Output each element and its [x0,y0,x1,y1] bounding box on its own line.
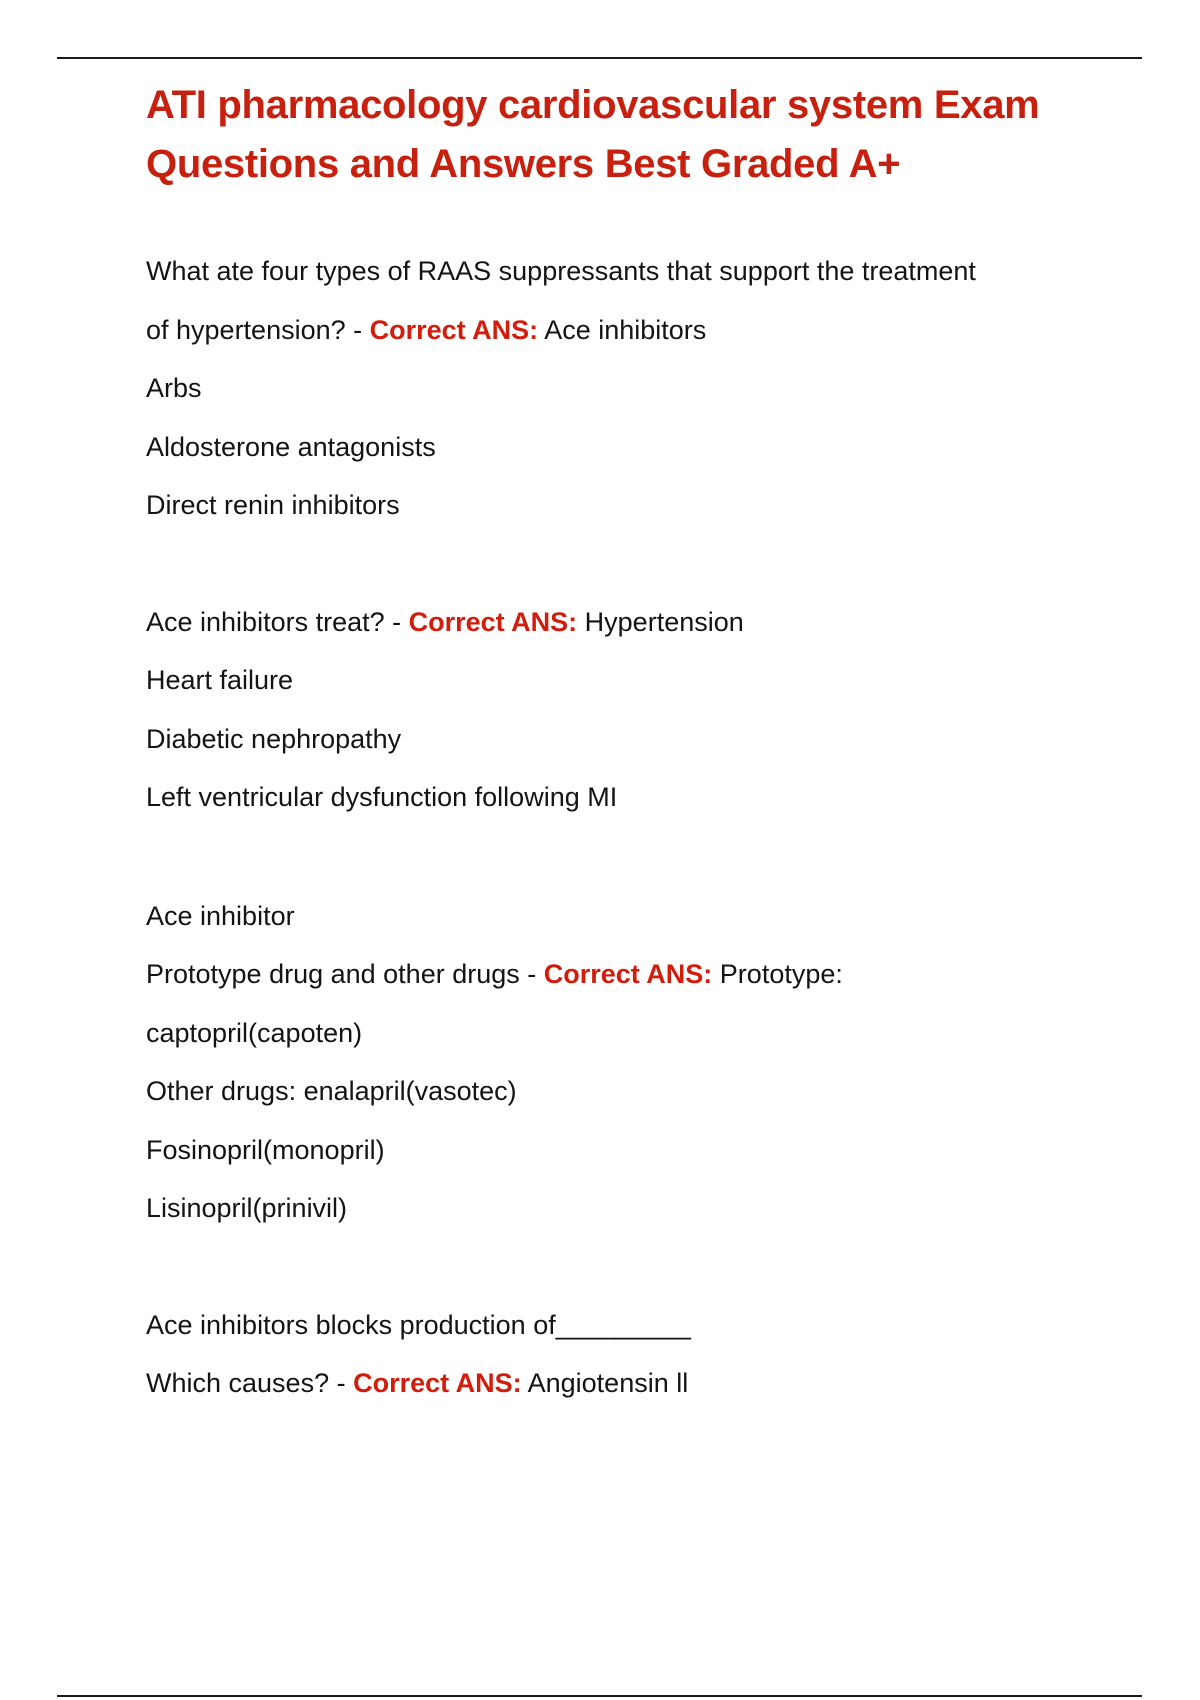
qa-block-1 [146,242,1106,535]
question-answer-line: Prototype drug and other drugs - Correct ANS: Prototype: [146,959,843,989]
answer-line: Heart failure [146,665,294,695]
document-title [146,76,1106,194]
answer-line: Lisinopril(prinivil) [146,1193,348,1223]
question-text: Ace inhibitors blocks production of_________ [146,1309,691,1340]
qa-block-3 [146,887,1106,1238]
bottom-rule [57,1695,1142,1697]
answer-line: captopril(capoten) [146,1017,363,1048]
question-text: Ace inhibitor [146,900,295,931]
answer-text: Prototype: [719,959,843,989]
answer-line: Left ventricular dysfunction following MI [146,782,618,812]
answer-line: Direct renin inhibitors [146,490,400,520]
qa-block-2 [146,593,1106,827]
answer-text: Ace inhibitors [544,314,707,345]
top-rule [57,57,1142,59]
correct-answer-label: Correct ANS: [543,959,713,989]
question-answer-line: of hypertension? - Correct ANS: Ace inhibitors [146,314,707,345]
correct-answer-label: Correct ANS: [353,1368,522,1398]
correct-answer-label: Correct ANS: [408,606,578,637]
answer-line: Other drugs: enalapril(vasotec) [146,1076,517,1106]
title-line-1: ATI pharmacology cardiovascular system Exam [146,83,1040,127]
answer-line: Arbs [146,373,202,403]
document-body [146,76,1106,1413]
answer-text: Hypertension [584,606,744,637]
answer-line: Diabetic nephropathy [146,723,402,754]
answer-text: Angiotensin ll [527,1368,689,1398]
title-line-2: Questions and Answers Best Graded A+ [146,142,901,186]
qa-block-4 [146,1296,1106,1413]
answer-line: Aldosterone antagonists [146,431,436,462]
question-text: What ate four types of RAAS suppressants that support the treatment [146,256,976,286]
question-answer-line: Ace inhibitors treat? - Correct ANS: Hypertension [146,606,744,637]
answer-line: Fosinopril(monopril) [146,1134,385,1165]
question-answer-line: Which causes? - Correct ANS: Angiotensin ll [146,1368,689,1398]
correct-answer-label: Correct ANS: [369,314,539,345]
